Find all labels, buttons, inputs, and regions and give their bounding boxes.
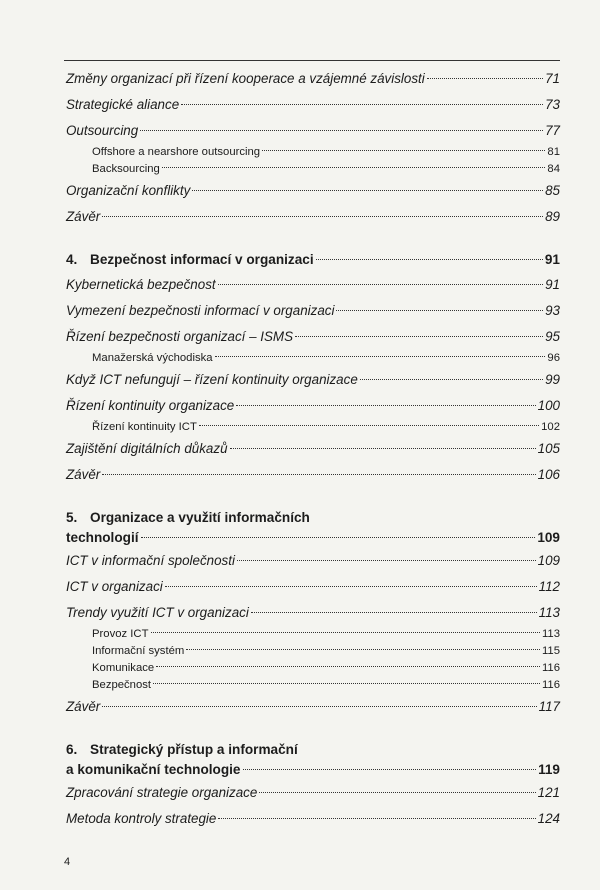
entry-page: 95 [545, 329, 560, 344]
chapter-heading-5 [66, 508, 560, 548]
toc-section-entry [66, 548, 560, 574]
entry-title: Když ICT nefungují – řízení kontinuity organizace [66, 372, 358, 387]
dot-leader [295, 336, 543, 337]
entry-page: 117 [538, 699, 560, 714]
top-rule [64, 60, 560, 61]
dot-leader [102, 474, 535, 475]
dot-leader [336, 310, 543, 311]
entry-page: 91 [545, 277, 560, 292]
chapter-number: 4. [66, 252, 78, 267]
chapter-page: 91 [544, 252, 560, 267]
entry-page: 124 [537, 811, 560, 826]
entry-title: Závěr [66, 467, 101, 482]
dot-leader [140, 130, 543, 131]
chapter-page: 119 [538, 762, 560, 777]
dot-leader [237, 560, 536, 561]
entry-title: Informační systém [92, 645, 185, 657]
entry-page: 93 [545, 303, 560, 318]
entry-page: 100 [537, 398, 560, 413]
entry-page: 105 [537, 441, 560, 456]
dot-leader [236, 405, 535, 406]
table-of-contents [66, 66, 560, 832]
entry-title: Bezpečnost [92, 679, 152, 691]
toc-section-entry [66, 393, 560, 419]
entry-page: 71 [545, 71, 560, 86]
entry-title: ICT v organizaci [66, 579, 163, 594]
entry-title: Offshore a nearshore outsourcing [92, 146, 261, 158]
chapter-heading-4 [66, 248, 560, 272]
entry-page: 116 [541, 662, 560, 674]
entry-page: 109 [537, 553, 560, 568]
toc-subsection-entry [66, 419, 560, 436]
entry-page: 89 [545, 209, 560, 224]
entry-title: Změny organizací při řízení kooperace a vzájemné závislosti [66, 71, 425, 86]
entry-title: Manažerská východiska [92, 352, 213, 364]
toc-group [66, 66, 560, 230]
entry-page: 115 [541, 645, 560, 657]
toc-subsection-entry [66, 161, 560, 178]
entry-page: 99 [545, 372, 560, 387]
entry-page: 113 [541, 628, 560, 640]
toc-group [66, 780, 560, 832]
toc-section-entry [66, 272, 560, 298]
entry-title: Komunikace [92, 662, 155, 674]
dot-leader [186, 649, 540, 650]
chapter-heading-6 [66, 740, 560, 780]
dot-leader [199, 425, 539, 426]
entry-title: ICT v informační společnosti [66, 553, 235, 568]
entry-page: 121 [537, 785, 560, 800]
toc-group [66, 548, 560, 720]
entry-title: Provoz ICT [92, 628, 149, 640]
toc-subsection-entry [66, 643, 560, 660]
entry-title: Kybernetická bezpečnost [66, 277, 216, 292]
chapter-title-line2: a komunikační technologie [66, 762, 241, 777]
toc-subsection-entry [66, 350, 560, 367]
entry-title: Strategické aliance [66, 97, 180, 112]
dot-leader [316, 259, 543, 260]
dot-leader [102, 216, 543, 217]
dot-leader [259, 792, 535, 793]
dot-leader [218, 818, 535, 819]
toc-section-entry [66, 600, 560, 626]
chapter-title: Bezpečnost informací v organizaci [90, 252, 314, 267]
toc-section-entry [66, 298, 560, 324]
entry-title: Řízení bezpečnosti organizací – ISMS [66, 329, 294, 344]
entry-title: Metoda kontroly strategie [66, 811, 217, 826]
entry-page: 102 [541, 421, 560, 433]
entry-page: 77 [545, 123, 560, 138]
toc-section-entry [66, 574, 560, 600]
dot-leader [141, 537, 536, 538]
toc-subsection-entry [66, 626, 560, 643]
toc-section-entry [66, 367, 560, 393]
toc-section-entry [66, 806, 560, 832]
entry-title: Trendy využití ICT v organizaci [66, 605, 249, 620]
toc-section-entry [66, 462, 560, 488]
dot-leader [151, 632, 540, 633]
dot-leader [251, 612, 537, 613]
dot-leader [153, 683, 540, 684]
dot-leader [427, 78, 543, 79]
dot-leader [360, 379, 543, 380]
entry-page: 84 [547, 163, 560, 175]
toc-group [66, 272, 560, 488]
dot-leader [181, 104, 543, 105]
toc-section-entry [66, 204, 560, 230]
entry-page: 112 [538, 579, 560, 594]
entry-page: 113 [538, 605, 560, 620]
entry-title: Backsourcing [92, 163, 160, 175]
entry-title: Řízení kontinuity organizace [66, 398, 235, 413]
toc-subsection-entry [66, 144, 560, 161]
toc-section-entry [66, 118, 560, 144]
toc-section-entry [66, 66, 560, 92]
entry-title: Zajištění digitálních důkazů [66, 441, 228, 456]
toc-section-entry [66, 92, 560, 118]
dot-leader [156, 666, 540, 667]
dot-leader [230, 448, 536, 449]
entry-title: Zpracování strategie organizace [66, 785, 258, 800]
entry-title: Řízení kontinuity ICT [92, 421, 197, 433]
page-number: 4 [64, 856, 71, 868]
toc-section-entry [66, 780, 560, 806]
dot-leader [162, 167, 546, 168]
toc-section-entry [66, 178, 560, 204]
chapter-page: 109 [537, 530, 560, 545]
toc-section-entry [66, 694, 560, 720]
dot-leader [215, 356, 546, 357]
dot-leader [165, 586, 537, 587]
chapter-number: 5. [66, 510, 78, 525]
chapter-number: 6. [66, 742, 78, 757]
entry-title: Organizační konflikty [66, 183, 191, 198]
entry-page: 106 [537, 467, 560, 482]
entry-title: Outsourcing [66, 123, 139, 138]
chapter-title-line1: Organizace a využití informačních [90, 510, 310, 525]
entry-title: Závěr [66, 699, 101, 714]
dot-leader [262, 150, 545, 151]
dot-leader [192, 190, 543, 191]
toc-subsection-entry [66, 660, 560, 677]
entry-page: 85 [545, 183, 560, 198]
entry-page: 116 [541, 679, 560, 691]
toc-section-entry [66, 436, 560, 462]
entry-page: 73 [545, 97, 560, 112]
entry-page: 81 [547, 146, 560, 158]
toc-section-entry [66, 324, 560, 350]
dot-leader [218, 284, 543, 285]
chapter-title-line1: Strategický přístup a informační [90, 742, 298, 757]
dot-leader [243, 769, 537, 770]
toc-subsection-entry [66, 677, 560, 694]
entry-title: Vymezení bezpečnosti informací v organizaci [66, 303, 335, 318]
dot-leader [102, 706, 536, 707]
chapter-title-line2: technologií [66, 530, 139, 545]
entry-title: Závěr [66, 209, 101, 224]
entry-page: 96 [547, 352, 560, 364]
